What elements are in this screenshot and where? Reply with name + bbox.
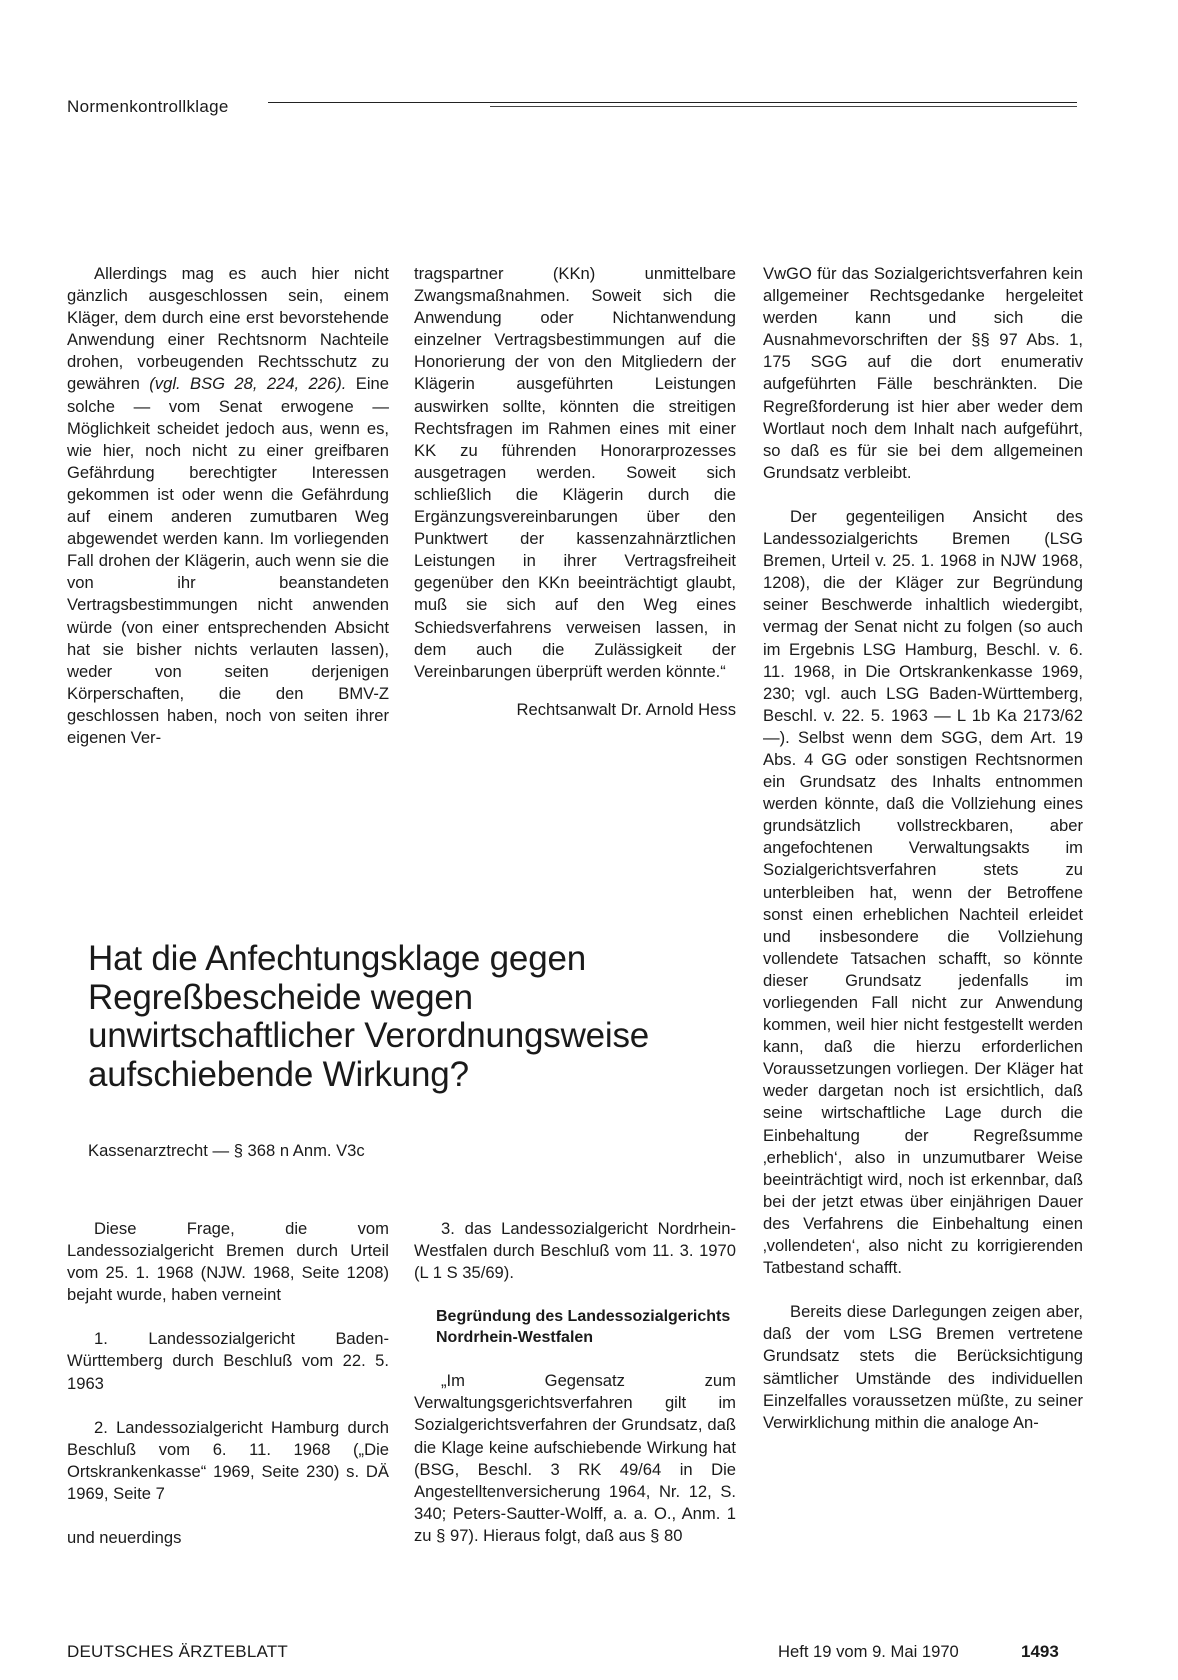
column-3-paragraph-2: Der gegenteiligen Ansicht des Landessozialgerichts Bremen (LSG Bremen, Urteil v. 25. 1. 1968 in NJW 1968, 1208), die der Kläger zur Begründung seiner Beschwerde inhaltlich wiedergibt, vermag der Senat nicht zu folgen (so auch im Ergebnis LSG Hamburg, Beschl. v. 6. 11. 1968, in Die Ortskrankenkasse 1969, 230; vgl. auch LSG Baden-Württemberg, Beschl. v. 22. 5. 1963 — L 1b Ka 2173/62 —). Selbst wenn dem SGG, dem Art. 19 Abs. 4 GG oder sonstigen Rechtsnormen ein Grundsatz des Inhalts entnommen werden könnte, daß die Vollziehung eines grundsätzlich vollstreckbaren, aber angefochtenen Verwaltungsakts im Sozialgerichtsverfahren stets zu unterbleiben hat, wenn der Betroffene sonst einen erheblichen Nachteil erleidet und insbesondere die Vollziehung vollendete Tatsachen schafft, so könnte dieser Grundsatz jedenfalls im vorliegenden Fall nicht zur Anwendung kommen, weil hier nicht festgestellt werden kann, daß die hierzu erforderlichen Voraussetzungen vorliegen. Der Kläger hat weder dargetan noch ist ersichtlich, daß seine wirtschaftliche Lage durch die Einbehaltung der Regreßsumme ‚erheblich‘, also in unzumutbarer Weise beeinträchtigt wird, noch ist erkennbar, daß bei der jetzt etwas über einjährigen Dauer des Verfahrens die Einbehaltung einen ‚vollendeten‘, also nicht zu korrigierenden Tatbestand schafft. [763,506,1083,1278]
article-column-1 [67,1218,389,1549]
author-signature: Rechtsanwalt Dr. Arnold Hess [516,699,736,719]
column-3-paragraph-3: Bereits diese Darlegungen zeigen aber, daß der vom LSG Bremen vertretene Grundsatz stets die Berücksichtigung sämtlicher Umstände des individuellen Einzelfalles voraussetzen müßte, zu seiner Verwirklichung mithin die analoge An- [763,1302,1083,1432]
prev-article-paragraph-cont: tragspartner (KKn) unmittelbare Zwangsmaßnahmen. Soweit sich die Anwendung oder Nichtanwendung einzelner Vertragsbestimmungen auf die Honorierung der von den Mitgliedern der Klägerin ausgeführten Leistungen auswirken sollte, könnten die streitigen Rechtsfragen im Rahmen eines mit einer KK zu führenden Honorarprozesses ausgetragen werden. Soweit sich schließlich die Klägerin durch die Ergänzungsvereinbarungen über den Punktwert der kassenzahnärztlichen Leistungen in ihrer Vertragsfreiheit gegenüber den KKn beeinträchtigt glaubt, muß sie sich auf den Weg eines Schiedsverfahrens verweisen lassen, in dem auch die Zulässigkeit der Vereinbarungen überprüft werden könnte.“ [414,264,736,681]
citation: (vgl. BSG 28, 224, 226). [149,374,347,394]
issue-info: Heft 19 vom 9. Mai 1970 [778,1642,959,1661]
running-header: Normenkontrollklage [67,97,229,116]
article-subtitle: Kassenarztrecht — § 368 n Anm. V3c [88,1141,365,1160]
section-heading: Begründung des Landessozialgerichts Nordrhein-Westfalen [436,1308,731,1347]
article-column-2 [414,1218,736,1547]
prev-article-column-2 [414,263,736,721]
column-3-paragraph-1: VwGO für das Sozialgerichtsverfahren kein allgemeiner Rechtsgedanke hergeleitet werden kann und sich die Ausnahmevorschriften der §§ 97 Abs. 1, 175 SGG auf die dort enumerativ aufgeführten Fälle beschränkten. Die Regreßforderung ist hier aber weder dem Wortlaut noch dem Inhalt nach aufgeführt, so daß es für sie bei dem allgemeinen Grundsatz verbleibt. [763,264,1083,482]
reasoning-paragraph: „Im Gegensatz zum Verwaltungsgerichtsverfahren gilt im Sozialgerichtsverfahren der Grundsatz, daß die Klage keine aufschiebende Wirkung hat (BSG, Beschl. 3 RK 49/64 in Die Angestelltenversicherung 1964, Nr. 12, S. 340; Peters-Sautter-Wolff, a. a. O., Anm. 1 zu § 97). Hieraus folgt, daß aus § 80 [414,1371,736,1545]
article-title: Hat die Anfechtungsklage gegen Regreßbescheide wegen unwirtschaftlicher Verordnungsweise aufschiebende Wirkung? [88,939,650,1094]
list-item-1: 1. Landessozialgericht Baden-Württemberg durch Beschluß vom 22. 5. 1963 [67,1329,389,1393]
list-item-2: 2. Landessozialgericht Hamburg durch Beschluß vom 6. 11. 1968 („Die Ortskrankenkasse“ 1969, Seite 230) s. DÄ 1969, Seite 7 [67,1417,389,1503]
and-recent-text: und neuerdings [67,1528,182,1548]
article-column-3 [763,263,1083,1434]
prev-article-paragraph: Allerdings mag es auch hier nicht gänzlich ausgeschlossen sein, einem Kläger, dem durch eine erst bevorstehende Anwendung einer Rechtsnorm Nachteile drohen, vorbeugenden Rechtsschutz zu gewähren (vgl. BSG 28, 224, 226). Eine solche — vom Senat erwogene — Möglichkeit scheidet jedoch aus, wenn es, wie hier, noch nicht zu einer greifbaren Gefährdung berechtigter Interessen gekommen ist oder wenn die Gefährdung auf einem anderen zumutbaren Weg abgewendet werden kann. Im vorliegenden Fall drohen der Klägerin, auch wenn sie die von ihr beanstandeten Vertragsbestimmungen nicht anwenden würde (von einer entsprechenden Absicht hat sie bisher nichts verlauten lassen), weder von seiten derjenigen Körperschaften, die den BMV-Z geschlossen haben, noch von seiten ihrer eigenen Ver- [67,264,389,747]
page-number: 1493 [1021,1642,1059,1661]
prev-article-column-1 [67,263,389,749]
intro-paragraph: Diese Frage, die vom Landessozialgericht Bremen durch Urteil vom 25. 1. 1968 (NJW. 1968, Seite 1208) bejaht wurde, haben verneint [67,1219,389,1305]
journal-name: DEUTSCHES ÄRZTEBLATT [67,1642,288,1661]
header-rule-secondary [490,106,1077,107]
header-rule [268,102,1077,103]
list-item-3: 3. das Landessozialgericht Nordrhein-Westfalen durch Beschluß vom 11. 3. 1970 (L 1 S 35/69). [414,1219,736,1283]
